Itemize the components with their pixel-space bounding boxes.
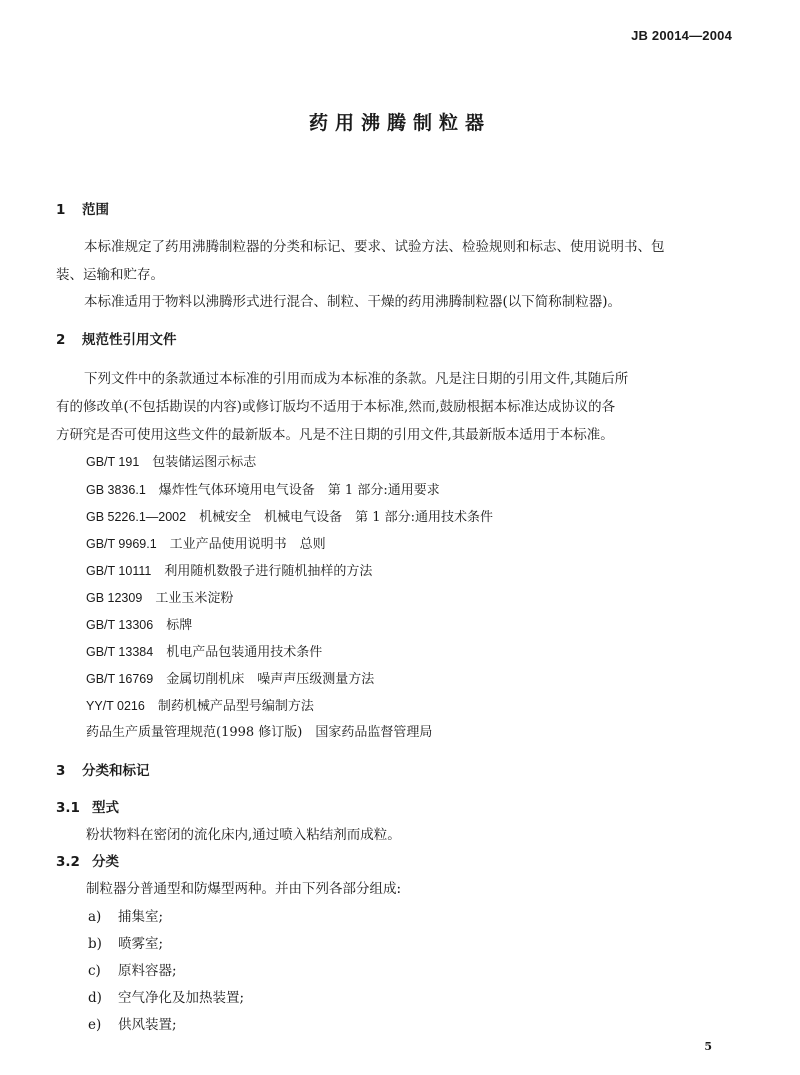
reference-item: 药品生产质量管理规范(1998 修订版) 国家药品监督管理局: [86, 725, 433, 740]
reference-item: GB/T 9969.1 工业产品使用说明书 总则: [86, 537, 326, 552]
reference-item: GB/T 13306 标牌: [86, 618, 193, 633]
paragraph-line: 下列文件中的条款通过本标准的引用而成为本标准的条款。凡是注日期的引用文件,其随后所: [84, 371, 629, 387]
list-item: b) 喷雾室;: [88, 936, 164, 952]
reference-item: GB/T 191 包装储运图示标志: [86, 455, 257, 470]
list-item: e) 供风装置;: [88, 1017, 177, 1033]
reference-item: GB/T 16769 金属切削机床 噪声声压级测量方法: [86, 672, 375, 687]
section-number: 3: [56, 763, 66, 779]
paragraph-line: 制粒器分普通型和防爆型两种。并由下列各部分组成:: [86, 881, 402, 897]
list-item: c) 原料容器;: [88, 963, 177, 979]
page-number: 5: [704, 1040, 712, 1053]
section-2-heading: [56, 331, 177, 349]
reference-item: GB 3836.1 爆炸性气体环境用电气设备 第 1 部分:通用要求: [86, 483, 440, 498]
reference-item: GB 5226.1—2002 机械安全 机械电气设备 第 1 部分:通用技术条件: [86, 510, 494, 525]
standard-code: JB 20014—2004: [631, 28, 732, 43]
section-number: 2: [56, 332, 66, 348]
paragraph-line: 粉状物料在密闭的流化床内,通过喷入粘结剂而成粒。: [86, 827, 401, 843]
reference-item: GB 12309 工业玉米淀粉: [86, 591, 234, 606]
subsection-3-1-heading: [56, 799, 119, 817]
reference-item: GB/T 10111 利用随机数骰子进行随机抽样的方法: [86, 564, 373, 579]
reference-item: GB/T 13384 机电产品包装通用技术条件: [86, 645, 323, 660]
section-title: 分类和标记: [82, 763, 150, 779]
list-item: d) 空气净化及加热装置;: [88, 990, 245, 1006]
section-number: 1: [56, 202, 66, 218]
subsection-title: 型式: [92, 800, 119, 816]
paragraph-line: 本标准适用于物料以沸腾形式进行混合、制粒、干燥的药用沸腾制粒器(以下简称制粒器)。: [84, 294, 622, 310]
subsection-number: 3.2: [56, 854, 80, 870]
list-item: a) 捕集室;: [88, 909, 164, 925]
reference-item: YY/T 0216 制药机械产品型号编制方法: [86, 699, 314, 714]
subsection-3-2-heading: [56, 853, 119, 871]
section-3-heading: [56, 762, 150, 780]
paragraph-line: 方研究是否可使用这些文件的最新版本。凡是不注日期的引用文件,其最新版本适用于本标准。: [56, 427, 614, 443]
paragraph-line: 装、运输和贮存。: [56, 267, 164, 283]
section-title: 规范性引用文件: [82, 332, 177, 348]
paragraph-line: 本标准规定了药用沸腾制粒器的分类和标记、要求、试验方法、检验规则和标志、使用说明书、包: [84, 239, 665, 255]
section-title: 范围: [82, 202, 109, 218]
section-1-heading: [56, 201, 109, 219]
subsection-number: 3.1: [56, 800, 80, 816]
paragraph-line: 有的修改单(不包括勘误的内容)或修订版均不适用于本标准,然而,鼓励根据本标准达成协议的各: [56, 399, 616, 415]
document-title: 药用沸腾制粒器: [308, 112, 491, 134]
subsection-title: 分类: [92, 854, 119, 870]
